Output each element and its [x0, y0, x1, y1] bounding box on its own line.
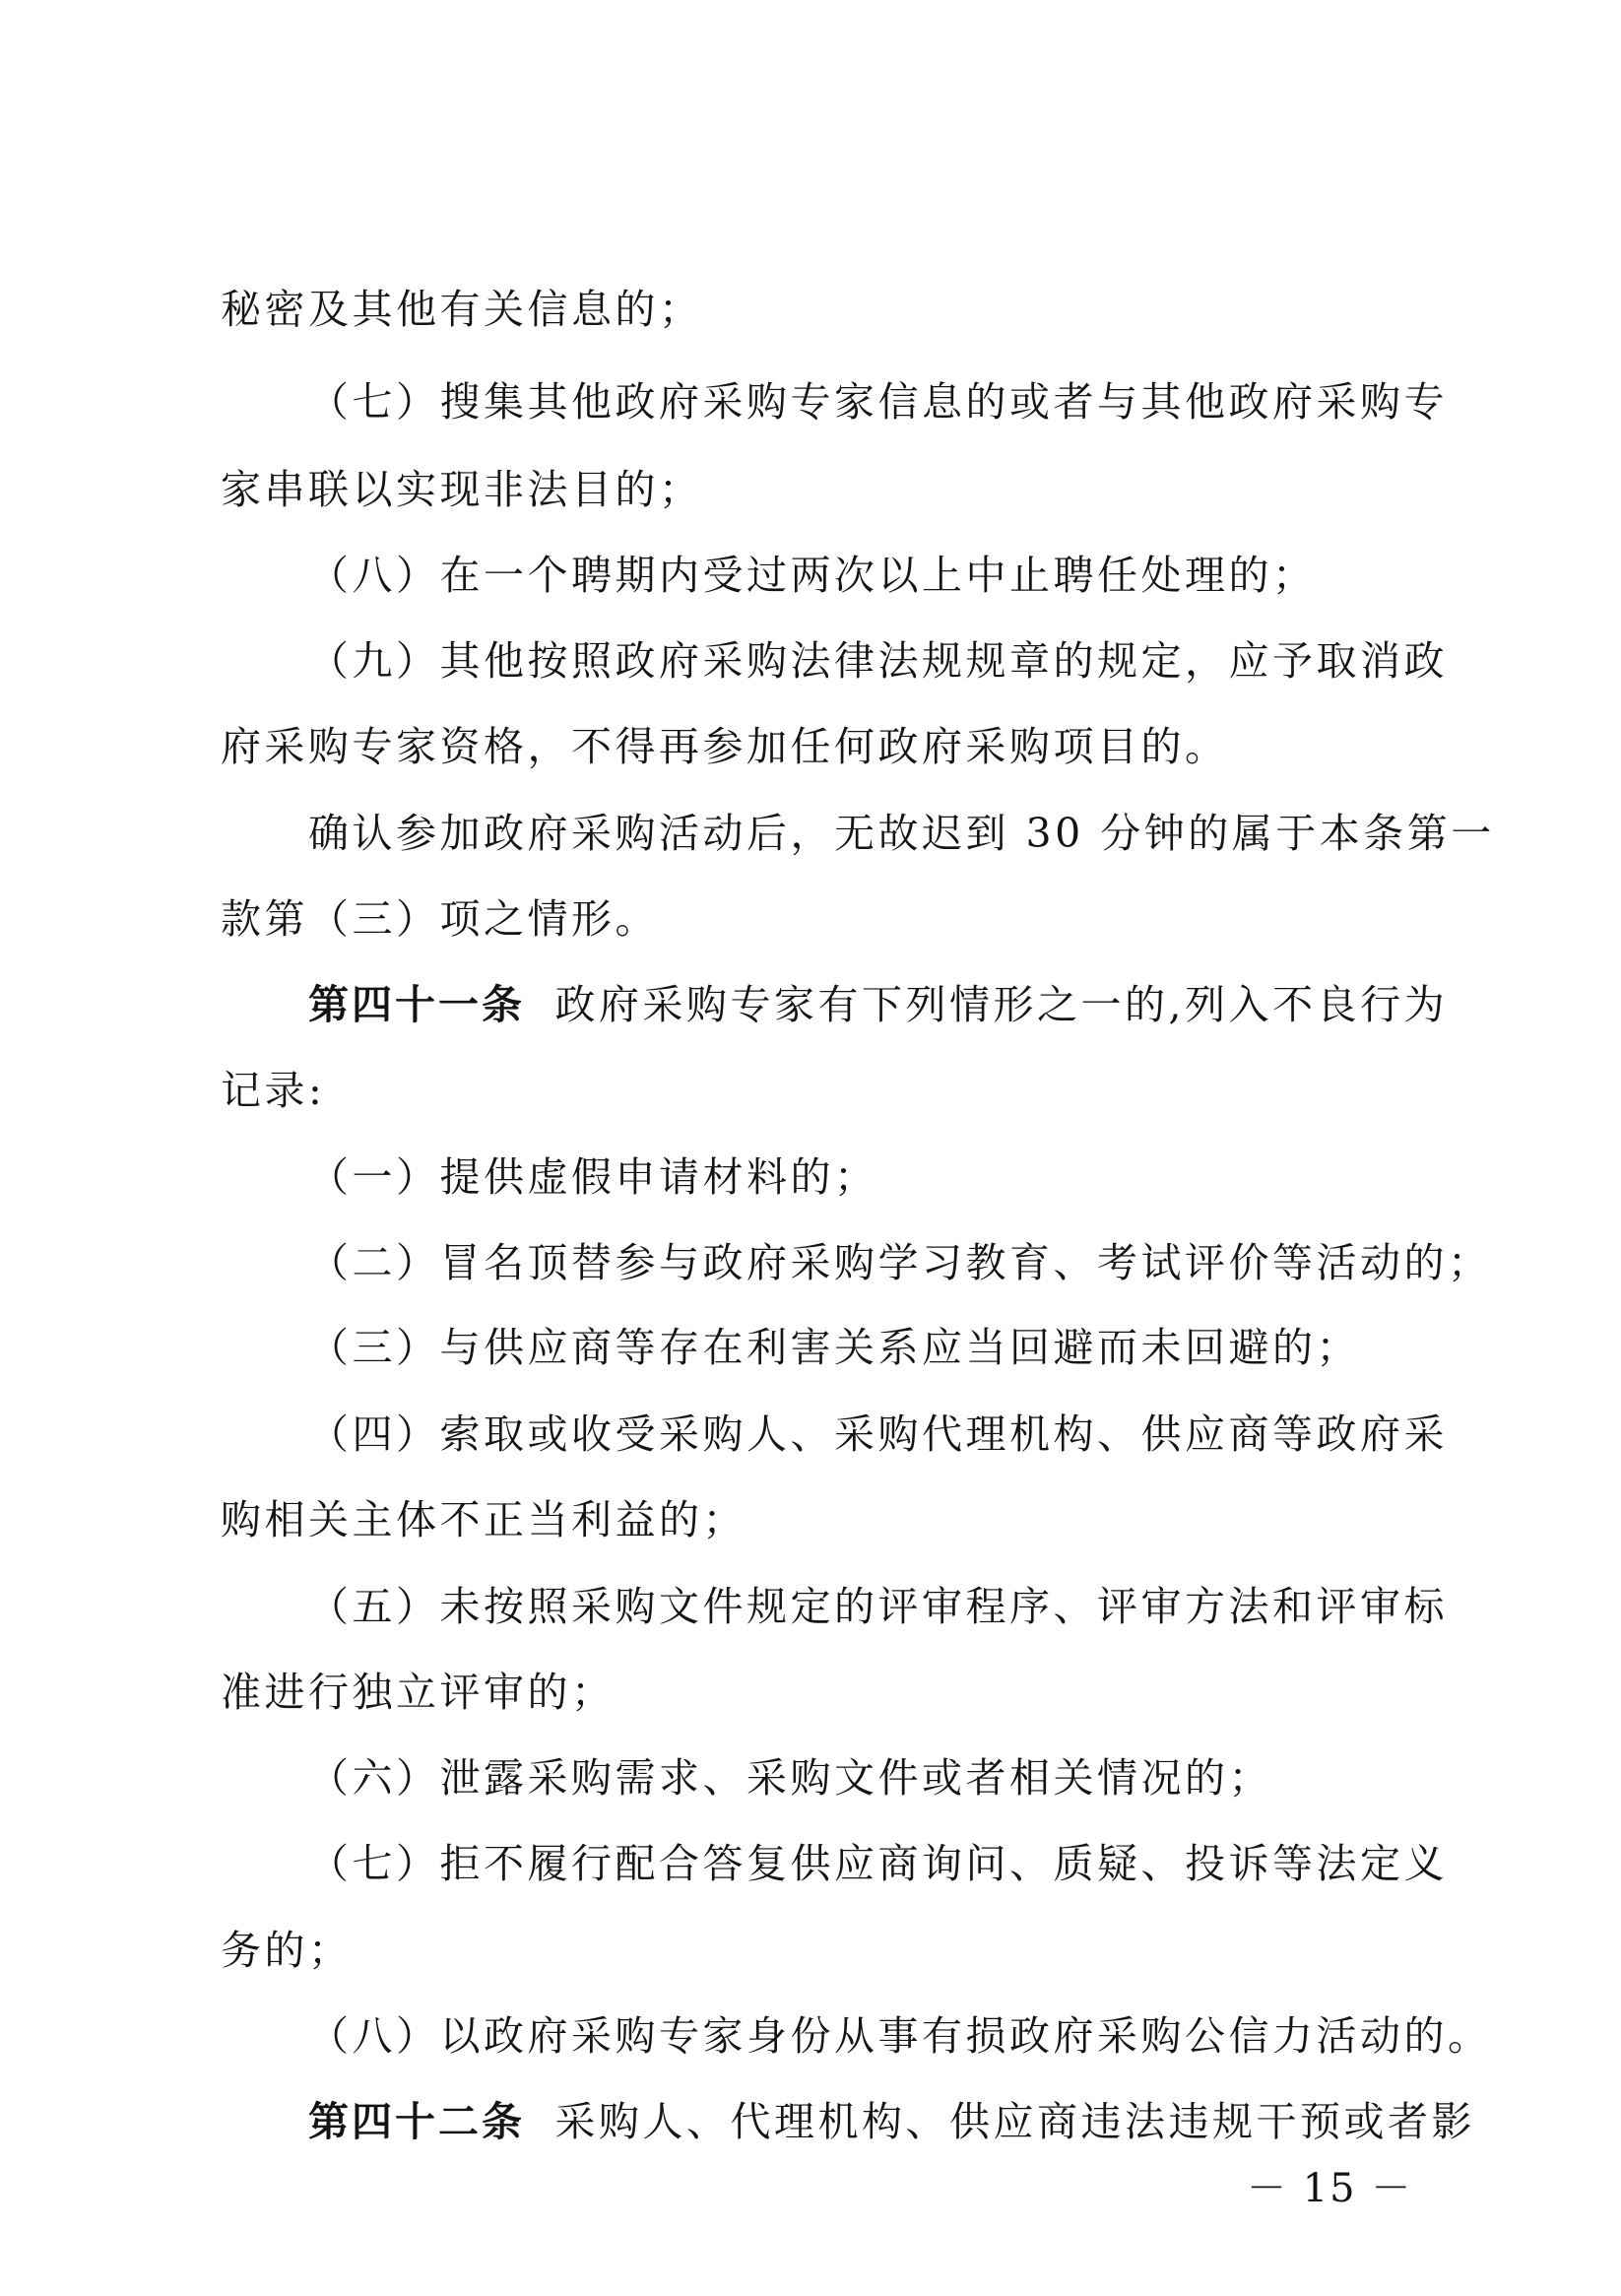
article-41-text: 政府采购专家有下列情形之一的,列入不良行为	[554, 981, 1449, 1028]
a41-item-5-continuation: 准进行独立评审的；	[221, 1669, 616, 1716]
a41-item-5: （五）未按照采购文件规定的评审程序、评审方法和评审标	[308, 1583, 1448, 1630]
page-number: － 15 －	[1247, 2166, 1413, 2211]
a41-item-3: （三）与供应商等存在利害关系应当回避而未回避的；	[308, 1324, 1360, 1371]
late-arrival-paragraph: 确认参加政府采购活动后，无故迟到 30 分钟的属于本条第一	[308, 810, 1495, 857]
item-7-continuation: 家串联以实现非法目的；	[221, 466, 703, 513]
a41-item-7-continuation: 务的；	[221, 1927, 353, 1974]
a41-item-2: （二）冒名顶替参与政府采购学习教育、考试评价等活动的；	[308, 1239, 1492, 1286]
a41-item-1: （一）提供虚假申请材料的；	[308, 1153, 878, 1201]
a41-item-8: （八）以政府采购专家身份从事有损政府采购公信力活动的。	[308, 2012, 1492, 2060]
article-42-heading: 第四十二条	[308, 2098, 525, 2145]
item-9-continuation: 府采购专家资格，不得再参加任何政府采购项目的。	[221, 723, 1229, 770]
article-42-text: 采购人、代理机构、供应商违法违规干预或者影	[554, 2098, 1476, 2145]
a41-item-7: （七）拒不履行配合答复供应商询问、质疑、投诉等法定义	[308, 1840, 1448, 1887]
article-42-line	[308, 2097, 1475, 2146]
a41-item-4-continuation: 购相关主体不正当利益的；	[221, 1496, 746, 1543]
late-arrival-continuation: 款第（三）项之情形。	[221, 895, 659, 943]
text-line-secret-info: 秘密及其他有关信息的；	[221, 286, 703, 333]
item-9-other: （九）其他按照政府采购法律法规规章的规定，应予取消政	[308, 637, 1448, 685]
item-8-suspension: （八）在一个聘期内受过两次以上中止聘任处理的；	[308, 552, 1317, 599]
article-41-heading: 第四十一条	[308, 981, 525, 1028]
article-41-line	[308, 980, 1448, 1029]
a41-item-6: （六）泄露采购需求、采购文件或者相关情况的；	[308, 1754, 1272, 1802]
article-41-continuation: 记录:	[221, 1067, 326, 1114]
a41-item-4: （四）索取或收受采购人、采购代理机构、供应商等政府采	[308, 1410, 1448, 1458]
item-7-collect-info: （七）搜集其他政府采购专家信息的或者与其他政府采购专	[308, 378, 1448, 426]
